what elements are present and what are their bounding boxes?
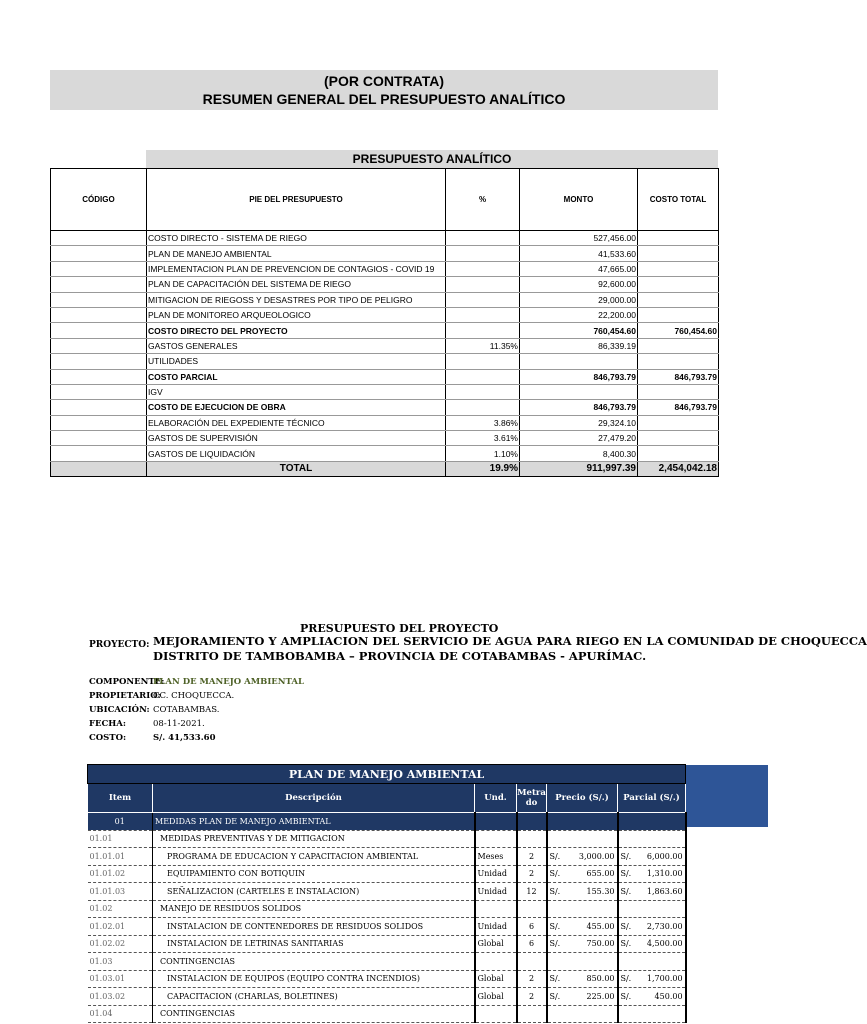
summary-row [51,415,719,430]
col-pie: PIE DEL PRESUPUESTO [147,169,446,231]
pma-metrado: 6 [517,918,547,936]
summary-cell-monto [520,354,638,369]
summary-row [51,231,719,246]
summary-cell-costo-total [638,354,719,369]
summary-row [51,384,719,399]
pma-precio [547,970,618,988]
currency-symbol: S/. [549,921,561,931]
summary-cell-codigo [51,384,147,399]
summary-cell-codigo [51,431,147,446]
pma-metrado: 2 [517,848,547,866]
summary-cell-pct: 1.10% [446,446,520,461]
summary-cell-pie: COSTO DE EJECUCION DE OBRA [147,400,446,415]
pma-desc: INSTALACION DE CONTENEDORES DE RESIDUOS SOLIDOS [153,918,475,936]
summary-cell-monto: 22,200.00 [520,307,638,322]
pma-title: PLAN DE MANEJO AMBIENTAL [88,765,686,784]
summary-cell-pie: PLAN DE MANEJO AMBIENTAL [147,246,446,261]
pma-metrado: 12 [517,883,547,901]
currency-symbol: S/. [549,939,561,949]
summary-cell-monto: 29,000.00 [520,292,638,307]
pma-desc: CONTINGENCIAS [153,953,475,971]
summary-cell-costo-total [638,384,719,399]
summary-cell-costo-total: 846,793.79 [638,369,719,384]
pma-col-metrado: Metrado [517,784,547,813]
currency-symbol: S/. [549,886,561,896]
decorative-blue-block [684,765,768,827]
amount: 3,000.00 [578,851,615,861]
summary-cell-pct [446,261,520,276]
summary-total-row [51,461,719,476]
summary-cell-pie: GASTOS DE SUPERVISIÓN [147,431,446,446]
pma-und: Global [475,988,517,1006]
pma-und [475,1005,517,1023]
col-codigo: CÓDIGO [51,169,147,231]
summary-cell-costo-total [638,415,719,430]
summary-row [51,369,719,384]
amount: 4,500.00 [646,939,683,949]
summary-cell-pie: GASTOS GENERALES [147,338,446,353]
currency-symbol: S/. [620,974,632,984]
summary-cell-codigo [51,246,147,261]
summary-cell-costo-total: 846,793.79 [638,400,719,415]
pma-row [88,935,686,953]
summary-cell-pct [446,369,520,384]
summary-cell-codigo [51,323,147,338]
pma-desc: MEDIDAS PREVENTIVAS Y DE MITIGACION [153,830,475,848]
pma-desc: CONTINGENCIAS [153,1005,475,1023]
summary-cell-monto: 47,665.00 [520,261,638,276]
pma-item: 01.01.03 [88,883,153,901]
summary-cell-monto [520,384,638,399]
summary-row [51,400,719,415]
pma-desc: SEÑALIZACION (CARTELES E INSTALACION) [153,883,475,901]
pma-und: Unidad [475,865,517,883]
summary-cell-pie: PLAN DE CAPACITACIÓN DEL SISTEMA DE RIEGO [147,277,446,292]
summary-cell-costo-total [638,292,719,307]
summary-cell-costo-total [638,446,719,461]
pma-row [88,848,686,866]
pma-title-row [88,765,686,784]
pma-item: 01.02 [88,900,153,918]
pma-item: 01.01.01 [88,848,153,866]
amount: 1,700.00 [646,974,683,984]
pma-und [475,900,517,918]
project-name-line2: DISTRITO DE TAMBOBAMBA – PROVINCIA DE COTABAMBAS - APURÍMAC. [153,649,647,663]
pma-item: 01.01.02 [88,865,153,883]
summary-cell-pct [446,246,520,261]
summary-row [51,307,719,322]
summary-row [51,446,719,461]
pma-precio [547,848,618,866]
pma-parcial [618,1005,686,1023]
pma-und [475,953,517,971]
pma-parcial [618,830,686,848]
pma-header-row [88,784,686,813]
summary-cell-pie: COSTO DIRECTO - SISTEMA DE RIEGO [147,231,446,246]
summary-cell-codigo [51,277,147,292]
pma-parcial [618,918,686,936]
summary-cell-monto: 41,533.60 [520,246,638,261]
summary-cell-pie: COSTO DIRECTO DEL PROYECTO [147,323,446,338]
summary-cell-pct [446,400,520,415]
pma-row [88,813,686,831]
pma-col-und: Und. [475,784,517,813]
summary-cell-pct [446,231,520,246]
col-monto: MONTO [520,169,638,231]
summary-cell-pie: IMPLEMENTACION PLAN DE PREVENCION DE CONTAGIOS - COVID 19 [147,261,446,276]
currency-symbol: S/. [620,921,632,931]
currency-symbol: S/. [549,851,561,861]
pma-precio [547,953,618,971]
pma-precio [547,830,618,848]
amount: 1,863.60 [646,886,683,896]
col-pct: % [446,169,520,231]
summary-cell-codigo [51,307,147,322]
pma-row [88,883,686,901]
pma-desc: MEDIDAS PLAN DE MANEJO AMBIENTAL [153,813,475,831]
pma-und: Meses [475,848,517,866]
summary-cell-monto: 846,793.79 [520,369,638,384]
summary-cell-pie: UTILIDADES [147,354,446,369]
pma-parcial [618,865,686,883]
project-name [153,634,867,664]
summary-cell-costo-total [638,246,719,261]
pma-table [87,764,687,1023]
pma-metrado [517,900,547,918]
pma-metrado [517,1005,547,1023]
pma-item: 01.03 [88,953,153,971]
pma-und: Unidad [475,883,517,901]
summary-cell-monto: 760,454.60 [520,323,638,338]
summary-cell-pct [446,384,520,399]
pma-item: 01.02.01 [88,918,153,936]
amount: 655.00 [586,869,615,879]
pma-und [475,813,517,831]
pma-col-item: Item [88,784,153,813]
summary-cell-pie: IGV [147,384,446,399]
summary-row [51,246,719,261]
currency-symbol: S/. [549,869,561,879]
pma-metrado: 2 [517,865,547,883]
pma-desc: PROGRAMA DE EDUCACION Y CAPACITACION AMBIENTAL [153,848,475,866]
amount: 850.00 [586,974,615,984]
amount: 1,310.00 [646,869,683,879]
summary-table [50,168,719,477]
pma-metrado: 2 [517,988,547,1006]
summary-row [51,292,719,307]
total-pct: 19.9% [446,461,520,476]
pma-und [475,830,517,848]
pma-item: 01.03.02 [88,988,153,1006]
summary-cell-pct: 3.86% [446,415,520,430]
pma-item: 01.02.02 [88,935,153,953]
summary-cell-codigo [51,292,147,307]
presupuesto-analitico-band: PRESUPUESTO ANALÍTICO [146,150,718,169]
amount: 2,730.00 [646,921,683,931]
pma-row [88,918,686,936]
pma-parcial [618,953,686,971]
pma-precio [547,935,618,953]
currency-symbol: S/. [549,974,561,984]
pma-item: 01.03.01 [88,970,153,988]
summary-cell-pie: MITIGACION DE RIEGOSS Y DESASTRES POR TIPO DE PELIGRO [147,292,446,307]
amount: 225.00 [586,991,615,1001]
pma-row [88,970,686,988]
summary-cell-codigo [51,400,147,415]
pma-metrado [517,953,547,971]
summary-cell-pie: COSTO PARCIAL [147,369,446,384]
summary-cell-monto: 846,793.79 [520,400,638,415]
summary-cell-codigo [51,338,147,353]
pma-parcial [618,900,686,918]
summary-cell-codigo [51,446,147,461]
project-name-line1: MEJORAMIENTO Y AMPLIACION DEL SERVICIO DE AGUA PARA RIEGO EN LA COMUNIDAD DE CHOQUECCA [153,634,867,648]
total-costo-total: 2,454,042.18 [638,461,719,476]
amount: 750.00 [586,939,615,949]
summary-row [51,338,719,353]
summary-cell-monto: 27,479.20 [520,431,638,446]
pma-und: Global [475,970,517,988]
pma-und: Unidad [475,918,517,936]
summary-cell-codigo [51,261,147,276]
summary-cell-pct [446,323,520,338]
pma-desc: MANEJO DE RESIDUOS SOLIDOS [153,900,475,918]
pma-precio [547,1005,618,1023]
summary-row [51,277,719,292]
summary-cell-monto: 29,324.10 [520,415,638,430]
pma-col-precio: Precio (S/.) [547,784,618,813]
pma-row [88,953,686,971]
pma-parcial [618,988,686,1006]
pma-col-parcial: Parcial (S/.) [618,784,686,813]
summary-cell-costo-total [638,431,719,446]
amount: 155.30 [586,886,615,896]
summary-cell-costo-total [638,277,719,292]
pma-desc: INSTALACION DE LETRINAS SANITARIAS [153,935,475,953]
summary-cell-codigo [51,369,147,384]
total-monto: 911,997.39 [520,461,638,476]
summary-cell-pie: ELABORACIÓN DEL EXPEDIENTE TÉCNICO [147,415,446,430]
summary-header [50,70,718,110]
pma-desc: INSTALACION DE EQUIPOS (EQUIPO CONTRA INCENDIOS) [153,970,475,988]
total-label: TOTAL [147,461,446,476]
summary-cell-monto: 86,339.19 [520,338,638,353]
amount: 450.00 [654,991,683,1001]
summary-cell-codigo [51,415,147,430]
summary-cell-pct [446,292,520,307]
pma-metrado [517,830,547,848]
pma-precio [547,813,618,831]
pma-parcial [618,813,686,831]
pma-row [88,1005,686,1023]
currency-symbol: S/. [620,939,632,949]
pma-row [88,830,686,848]
pma-precio [547,883,618,901]
pma-metrado [517,813,547,831]
summary-cell-monto: 8,400.30 [520,446,638,461]
summary-cell-monto: 92,600.00 [520,277,638,292]
amount: 6,000.00 [646,851,683,861]
pma-item: 01 [88,813,153,831]
summary-title-line2: RESUMEN GENERAL DEL PRESUPUESTO ANALÍTICO [202,91,566,107]
pma-desc: CAPACITACION (CHARLAS, BOLETINES) [153,988,475,1006]
pma-desc: EQUIPAMIENTO CON BOTIQUIN [153,865,475,883]
pma-parcial [618,848,686,866]
pma-precio [547,900,618,918]
pma-precio [547,988,618,1006]
summary-header-row [51,169,719,231]
summary-cell-pct [446,277,520,292]
pma-item: 01.04 [88,1005,153,1023]
pma-metrado: 6 [517,935,547,953]
pma-parcial [618,970,686,988]
summary-row [51,354,719,369]
summary-cell-costo-total [638,231,719,246]
summary-cell-codigo [51,354,147,369]
summary-cell-pie: GASTOS DE LIQUIDACIÓN [147,446,446,461]
pma-item: 01.01 [88,830,153,848]
currency-symbol: S/. [620,851,632,861]
col-costo-total: COSTO TOTAL [638,169,719,231]
pma-parcial [618,935,686,953]
pma-precio [547,865,618,883]
currency-symbol: S/. [620,869,632,879]
summary-cell-pct: 3.61% [446,431,520,446]
pma-col-desc: Descripción [153,784,475,813]
summary-cell-pct [446,354,520,369]
summary-cell-costo-total [638,338,719,353]
summary-cell-monto: 527,456.00 [520,231,638,246]
pma-precio [547,918,618,936]
pma-row [88,865,686,883]
pma-row [88,900,686,918]
pma-row [88,988,686,1006]
currency-symbol: S/. [620,886,632,896]
summary-row [51,323,719,338]
summary-row [51,431,719,446]
pma-und: Global [475,935,517,953]
currency-symbol: S/. [549,991,561,1001]
project-title: PRESUPUESTO DEL PROYECTO [300,622,499,635]
summary-cell-costo-total [638,261,719,276]
summary-row [51,261,719,276]
pma-parcial [618,883,686,901]
summary-cell-pie: PLAN DE MONITOREO ARQUEOLOGICO [147,307,446,322]
summary-cell-pct [446,307,520,322]
amount: 455.00 [586,921,615,931]
summary-cell-costo-total [638,307,719,322]
summary-title-line1: (POR CONTRATA) [323,73,445,89]
summary-cell-costo-total: 760,454.60 [638,323,719,338]
project-label: PROYECTO: [89,640,150,650]
summary-cell-pct: 11.35% [446,338,520,353]
summary-cell-codigo [51,231,147,246]
pma-metrado: 2 [517,970,547,988]
currency-symbol: S/. [620,991,632,1001]
